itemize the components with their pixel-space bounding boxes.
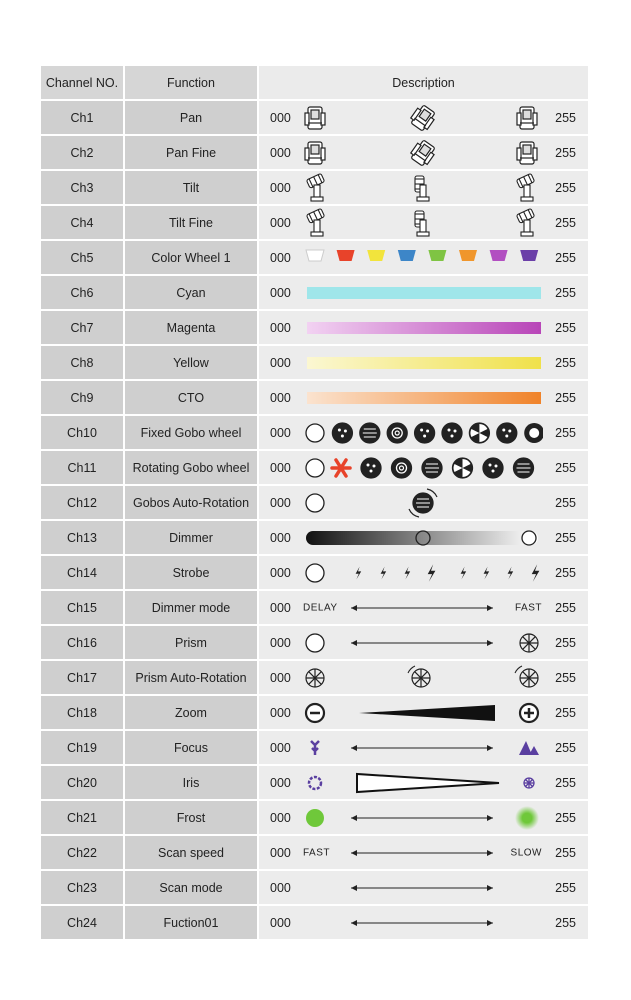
range-min: 000 (270, 530, 291, 545)
range-left-label: DELAY (303, 602, 338, 613)
function-name: Rotating Gobo wheel (125, 451, 259, 486)
channel-number: Ch14 (41, 556, 125, 591)
description-cell (259, 906, 590, 941)
range-max: 255 (555, 180, 576, 195)
function-name: CTO (125, 381, 259, 416)
function-name: Fixed Gobo wheel (125, 416, 259, 451)
description-cell (259, 416, 590, 451)
range-max: 255 (555, 705, 576, 720)
range-max: 255 (555, 565, 576, 580)
description-cell (259, 206, 590, 241)
description-cell (259, 801, 590, 836)
description-cell (259, 241, 590, 276)
table-row (41, 276, 590, 311)
function-name: Pan (125, 101, 259, 136)
function-name: Dimmer (125, 521, 259, 556)
channel-number: Ch3 (41, 171, 125, 206)
channel-number: Ch21 (41, 801, 125, 836)
range-max: 255 (555, 110, 576, 125)
function-name: Scan mode (125, 871, 259, 906)
description-graphic (303, 206, 543, 241)
range-min: 000 (270, 845, 291, 860)
range-min: 000 (270, 810, 291, 825)
range-min: 000 (270, 670, 291, 685)
range-min: 000 (270, 740, 291, 755)
function-name: Tilt Fine (125, 206, 259, 241)
description-graphic (303, 556, 543, 591)
description-graphic (303, 171, 543, 206)
description-graphic (303, 521, 543, 556)
channel-number: Ch10 (41, 416, 125, 451)
table-header (41, 66, 590, 101)
description-cell (259, 381, 590, 416)
description-graphic (303, 836, 543, 871)
function-name: Scan speed (125, 836, 259, 871)
range-min: 000 (270, 215, 291, 230)
description-graphic (303, 486, 543, 521)
description-cell (259, 451, 590, 486)
table-row (41, 346, 590, 381)
range-min: 000 (270, 775, 291, 790)
description-graphic (303, 241, 543, 276)
range-min: 000 (270, 425, 291, 440)
range-max: 255 (555, 635, 576, 650)
range-min: 000 (270, 635, 291, 650)
description-cell (259, 696, 590, 731)
channel-number: Ch16 (41, 626, 125, 661)
table-row (41, 626, 590, 661)
description-cell (259, 836, 590, 871)
channel-number: Ch18 (41, 696, 125, 731)
channel-number: Ch1 (41, 101, 125, 136)
range-min: 000 (270, 495, 291, 510)
range-min: 000 (270, 460, 291, 475)
description-cell (259, 521, 590, 556)
table-row (41, 661, 590, 696)
table-row (41, 871, 590, 906)
table-row (41, 206, 590, 241)
description-graphic (303, 731, 543, 766)
description-cell (259, 346, 590, 381)
range-min: 000 (270, 390, 291, 405)
range-min: 000 (270, 600, 291, 615)
function-name: Cyan (125, 276, 259, 311)
range-max: 255 (555, 740, 576, 755)
description-graphic (303, 381, 543, 416)
description-cell (259, 766, 590, 801)
range-min: 000 (270, 180, 291, 195)
description-graphic (303, 416, 543, 451)
channel-number: Ch6 (41, 276, 125, 311)
range-min: 000 (270, 565, 291, 580)
table-row (41, 696, 590, 731)
description-cell (259, 591, 590, 626)
description-cell (259, 311, 590, 346)
description-graphic (303, 276, 543, 311)
description-graphic (303, 801, 543, 836)
table-row (41, 836, 590, 871)
description-graphic (303, 136, 543, 171)
channel-number: Ch20 (41, 766, 125, 801)
table-row (41, 801, 590, 836)
table-row (41, 521, 590, 556)
description-cell (259, 871, 590, 906)
function-name: Frost (125, 801, 259, 836)
range-max: 255 (555, 670, 576, 685)
range-max: 255 (555, 845, 576, 860)
description-cell (259, 101, 590, 136)
table-row (41, 241, 590, 276)
channel-number: Ch5 (41, 241, 125, 276)
description-graphic (303, 661, 543, 696)
description-cell (259, 731, 590, 766)
range-right-label: FAST (514, 602, 542, 613)
channel-number: Ch17 (41, 661, 125, 696)
header-channel: Channel NO. (41, 66, 125, 101)
description-graphic (303, 346, 543, 381)
range-max: 255 (555, 460, 576, 475)
description-graphic (303, 696, 543, 731)
table-row (41, 136, 590, 171)
range-min: 000 (270, 320, 291, 335)
range-max: 255 (555, 425, 576, 440)
description-cell (259, 556, 590, 591)
function-name: Zoom (125, 696, 259, 731)
range-max: 255 (555, 285, 576, 300)
function-name: Prism Auto-Rotation (125, 661, 259, 696)
description-cell (259, 626, 590, 661)
function-name: Yellow (125, 346, 259, 381)
range-min: 000 (270, 285, 291, 300)
range-min: 000 (270, 145, 291, 160)
range-left-label: FAST (303, 847, 331, 858)
range-min: 000 (270, 250, 291, 265)
range-min: 000 (270, 705, 291, 720)
description-graphic (303, 451, 543, 486)
table-row (41, 381, 590, 416)
table-row (41, 486, 590, 521)
range-max: 255 (555, 810, 576, 825)
function-name: Magenta (125, 311, 259, 346)
table-row (41, 171, 590, 206)
description-graphic (303, 906, 543, 941)
function-name: Fuction01 (125, 906, 259, 941)
channel-number: Ch24 (41, 906, 125, 941)
range-min: 000 (270, 915, 291, 930)
table-row (41, 766, 590, 801)
channel-number: Ch11 (41, 451, 125, 486)
table-row (41, 591, 590, 626)
channel-number: Ch22 (41, 836, 125, 871)
table-row (41, 416, 590, 451)
description-graphic (303, 101, 543, 136)
range-max: 255 (555, 250, 576, 265)
dmx-channel-table (41, 66, 590, 941)
range-max: 255 (555, 495, 576, 510)
range-max: 255 (555, 215, 576, 230)
range-max: 255 (555, 775, 576, 790)
table-row (41, 731, 590, 766)
description-graphic (303, 871, 543, 906)
range-max: 255 (555, 145, 576, 160)
description-cell (259, 661, 590, 696)
channel-number: Ch7 (41, 311, 125, 346)
channel-number: Ch4 (41, 206, 125, 241)
function-name: Color Wheel 1 (125, 241, 259, 276)
table-row (41, 101, 590, 136)
description-graphic (303, 626, 543, 661)
table-row (41, 311, 590, 346)
range-min: 000 (270, 110, 291, 125)
description-graphic (303, 311, 543, 346)
channel-number: Ch19 (41, 731, 125, 766)
header-description: Description (259, 66, 590, 101)
function-name: Strobe (125, 556, 259, 591)
function-name: Iris (125, 766, 259, 801)
channel-number: Ch9 (41, 381, 125, 416)
table-row (41, 451, 590, 486)
table-row (41, 556, 590, 591)
function-name: Focus (125, 731, 259, 766)
range-max: 255 (555, 355, 576, 370)
channel-number: Ch12 (41, 486, 125, 521)
description-cell (259, 136, 590, 171)
function-name: Pan Fine (125, 136, 259, 171)
description-cell (259, 171, 590, 206)
function-name: Tilt (125, 171, 259, 206)
function-name: Gobos Auto-Rotation (125, 486, 259, 521)
header-function: Function (125, 66, 259, 101)
description-cell (259, 486, 590, 521)
channel-number: Ch15 (41, 591, 125, 626)
range-max: 255 (555, 600, 576, 615)
range-min: 000 (270, 880, 291, 895)
table-row (41, 906, 590, 941)
range-max: 255 (555, 320, 576, 335)
function-name: Dimmer mode (125, 591, 259, 626)
range-right-label: SLOW (510, 847, 542, 858)
range-max: 255 (555, 530, 576, 545)
description-graphic (303, 766, 543, 801)
range-min: 000 (270, 355, 291, 370)
channel-number: Ch8 (41, 346, 125, 381)
range-max: 255 (555, 390, 576, 405)
function-name: Prism (125, 626, 259, 661)
range-max: 255 (555, 915, 576, 930)
description-cell (259, 276, 590, 311)
channel-number: Ch23 (41, 871, 125, 906)
range-max: 255 (555, 880, 576, 895)
channel-number: Ch13 (41, 521, 125, 556)
description-graphic (303, 591, 543, 626)
channel-number: Ch2 (41, 136, 125, 171)
